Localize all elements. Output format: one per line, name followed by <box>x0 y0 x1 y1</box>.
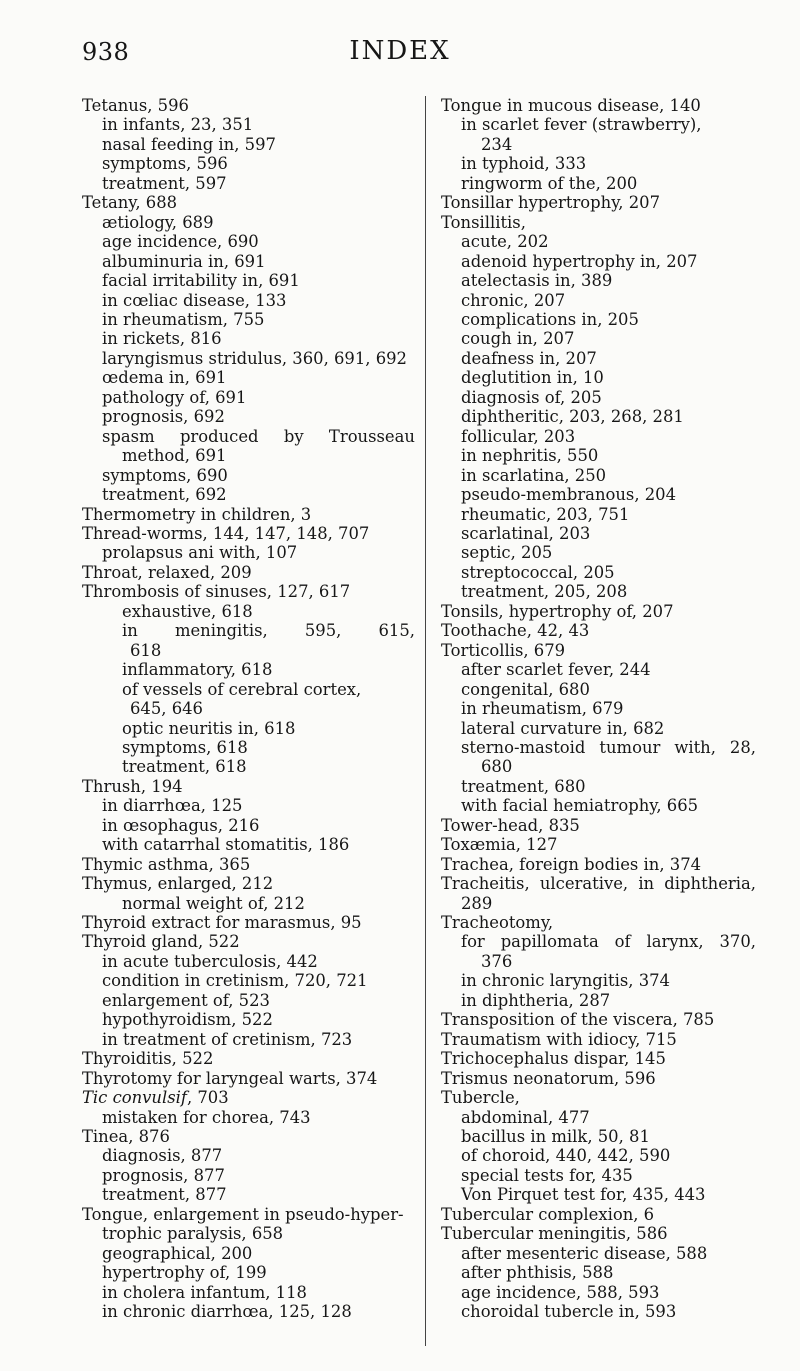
index-entry: in cholera infantum, 118 <box>102 1282 307 1302</box>
index-entry: Tubercular meningitis, 586 <box>441 1224 668 1244</box>
index-entry: in typhoid, 333 <box>461 154 587 174</box>
index-column-left <box>82 96 415 1322</box>
index-entry: symptoms, 690 <box>102 465 228 485</box>
index-entry: adenoid hypertrophy in, 207 <box>461 251 698 271</box>
index-entry: 289 <box>461 893 493 913</box>
index-entry: rheumatic, 203, 751 <box>461 504 630 524</box>
index-entry: Tracheitis, ulcerative, in diphtheria, <box>441 874 756 894</box>
index-entry: after scarlet fever, 244 <box>461 660 651 680</box>
index-entry: Thyrotomy for laryngeal warts, 374 <box>82 1068 378 1088</box>
page-title: INDEX <box>349 36 451 66</box>
index-entry: atelectasis in, 389 <box>461 271 613 291</box>
index-entry: œdema in, 691 <box>102 368 227 388</box>
index-entry: after mesenteric disease, 588 <box>461 1243 708 1263</box>
index-entry: spasm produced by Trousseau <box>102 426 415 446</box>
index-entry: in chronic laryngitis, 374 <box>461 971 670 991</box>
index-entry: facial irritability in, 691 <box>102 271 300 291</box>
index-entry: Thyroiditis, 522 <box>82 1049 214 1069</box>
index-entry: hypertrophy of, 199 <box>102 1263 267 1283</box>
index-entry: complications in, 205 <box>461 309 639 329</box>
index-entry: in rickets, 816 <box>102 329 222 349</box>
index-entry: treatment, 692 <box>102 485 227 505</box>
index-entry: in meningitis, 595, 615, <box>122 621 415 641</box>
index-entry: special tests for, 435 <box>461 1165 633 1185</box>
index-entry: 376 <box>481 951 513 971</box>
index-entry: inflammatory, 618 <box>122 660 273 680</box>
index-entry: sterno-mastoid tumour with, 28, <box>461 737 756 757</box>
index-entry: enlargement of, 523 <box>102 990 270 1010</box>
index-entry: laryngismus stridulus, 360, 691, 692 <box>102 348 407 368</box>
index-entry: Trismus neonatorum, 596 <box>441 1068 656 1088</box>
index-entry: treatment, 618 <box>122 757 247 777</box>
index-entry: in infants, 23, 351 <box>102 115 254 135</box>
index-entry: Trichocephalus dispar, 145 <box>441 1049 666 1069</box>
index-entry: Thrush, 194 <box>82 776 183 796</box>
index-entry: Traumatism with idiocy, 715 <box>441 1029 677 1049</box>
index-entry: congenital, 680 <box>461 679 590 699</box>
index-entry: condition in cretinism, 720, 721 <box>102 971 368 991</box>
index-entry: Tongue in mucous disease, 140 <box>441 96 701 115</box>
index-entry: in scarlet fever (strawberry), <box>461 115 702 135</box>
index-entry: Thymus, enlarged, 212 <box>82 874 274 894</box>
index-entry: Tinea, 876 <box>82 1127 170 1147</box>
index-entry: in cœliac disease, 133 <box>102 290 287 310</box>
index-entry: bacillus in milk, 50, 81 <box>461 1127 650 1147</box>
index-entry: deglutition in, 10 <box>461 368 604 388</box>
index-entry: symptoms, 596 <box>102 154 228 174</box>
index-entry: trophic paralysis, 658 <box>102 1224 284 1244</box>
index-entry: Tetanus, 596 <box>82 96 189 115</box>
index-entry: deafness in, 207 <box>461 348 597 368</box>
index-entry: diagnosis, 877 <box>102 1146 223 1166</box>
index-entry: in scarlatina, 250 <box>461 465 607 485</box>
index-entry: streptococcal, 205 <box>461 562 615 582</box>
index-entry: ætiology, 689 <box>102 212 214 232</box>
index-entry: in œsophagus, 216 <box>102 815 260 835</box>
index-entry: Thymic asthma, 365 <box>82 854 251 874</box>
column-divider <box>425 96 426 1346</box>
index-entry: Thyroid extract for marasmus, 95 <box>82 913 362 933</box>
index-entry: Tonsillitis, <box>441 212 526 232</box>
index-entry: follicular, 203 <box>461 426 576 446</box>
index-entry: in acute tuberculosis, 442 <box>102 951 318 971</box>
index-entry: Transposition of the viscera, 785 <box>441 1010 715 1030</box>
index-entry: pathology of, 691 <box>102 387 247 407</box>
index-entry: acute, 202 <box>461 232 549 252</box>
index-entry: age incidence, 588, 593 <box>461 1282 660 1302</box>
index-entry: Tubercle, <box>441 1088 520 1108</box>
page-number: 938 <box>82 38 130 66</box>
index-entry: treatment, 680 <box>461 776 586 796</box>
index-entry: choroidal tubercle in, 593 <box>461 1302 677 1322</box>
index-entry: after phthisis, 588 <box>461 1263 614 1283</box>
index-entry: in rheumatism, 679 <box>461 699 624 719</box>
index-entry: method, 691 <box>122 446 227 466</box>
index-entry: in diarrhœa, 125 <box>102 796 243 816</box>
index-entry: Toxæmia, 127 <box>441 835 558 855</box>
index-entry: Torticollis, 679 <box>441 640 566 660</box>
index-entry: in treatment of cretinism, 723 <box>102 1029 353 1049</box>
index-entry: pseudo-membranous, 204 <box>461 485 677 505</box>
index-entry: Tetany, 688 <box>82 193 178 213</box>
index-entry: diphtheritic, 203, 268, 281 <box>461 407 684 427</box>
index-entry: ringworm of the, 200 <box>461 173 638 193</box>
index-entry: treatment, 597 <box>102 173 227 193</box>
index-entry: Thyroid gland, 522 <box>82 932 240 952</box>
index-entry: exhaustive, 618 <box>122 601 253 621</box>
index-column-right <box>441 96 756 1322</box>
index-entry: 618 <box>130 640 162 660</box>
index-entry: Toothache, 42, 43 <box>441 621 590 641</box>
index-entry: Von Pirquet test for, 435, 443 <box>461 1185 706 1205</box>
index-entry: with catarrhal stomatitis, 186 <box>102 835 350 855</box>
index-entry: Thread-worms, 144, 147, 148, 707 <box>82 523 370 543</box>
index-entry: Throat, relaxed, 209 <box>82 562 252 582</box>
index-entry: treatment, 205, 208 <box>461 582 628 602</box>
index-entry: Trachea, foreign bodies in, 374 <box>441 854 702 874</box>
index-entry: prognosis, 877 <box>102 1165 225 1185</box>
index-entry: Tongue, enlargement in pseudo-hyper- <box>82 1204 404 1224</box>
index-entry: treatment, 877 <box>102 1185 227 1205</box>
index-entry: age incidence, 690 <box>102 232 259 252</box>
index-entry: Tonsils, hypertrophy of, 207 <box>441 601 674 621</box>
index-entry: albuminuria in, 691 <box>102 251 266 271</box>
index-entry: mistaken for chorea, 743 <box>102 1107 311 1127</box>
index-entry: 680 <box>481 757 513 777</box>
index-entry: nasal feeding in, 597 <box>102 134 276 154</box>
index-entry: Thrombosis of sinuses, 127, 617 <box>82 582 351 602</box>
index-entry: in nephritis, 550 <box>461 446 599 466</box>
index-entry: chronic, 207 <box>461 290 566 310</box>
index-entry: scarlatinal, 203 <box>461 523 591 543</box>
index-entry: diagnosis of, 205 <box>461 387 602 407</box>
index-entry: in chronic diarrhœa, 125, 128 <box>102 1302 352 1322</box>
index-entry: Tracheotomy, <box>441 913 554 933</box>
index-entry: cough in, 207 <box>461 329 575 349</box>
index-entry: of vessels of cerebral cortex, <box>122 679 362 699</box>
index-entry: Thermometry in children, 3 <box>82 504 312 524</box>
index-entry: lateral curvature in, 682 <box>461 718 665 738</box>
index-entry: prognosis, 692 <box>102 407 225 427</box>
index-entry: 234 <box>481 134 513 154</box>
index-entry: of choroid, 440, 442, 590 <box>461 1146 671 1166</box>
index-entry: 645, 646 <box>130 699 203 719</box>
index-entry: Tubercular complexion, 6 <box>441 1204 655 1224</box>
index-entry: optic neuritis in, 618 <box>122 718 296 738</box>
index-entry: Tic convulsif, 703 <box>82 1088 229 1108</box>
index-entry: prolapsus ani with, 107 <box>102 543 298 563</box>
index-entry: geographical, 200 <box>102 1243 253 1263</box>
index-entry: Tower-head, 835 <box>441 815 580 835</box>
index-entry: septic, 205 <box>461 543 553 563</box>
index-entry: normal weight of, 212 <box>122 893 305 913</box>
index-entry: abdominal, 477 <box>461 1107 590 1127</box>
index-entry: with facial hemiatrophy, 665 <box>461 796 699 816</box>
index-entry: symptoms, 618 <box>122 737 248 757</box>
index-entry: hypothyroidism, 522 <box>102 1010 273 1030</box>
index-entry: for papillomata of larynx, 370, <box>461 932 756 952</box>
index-entry: in diphtheria, 287 <box>461 990 611 1010</box>
index-entry: Tonsillar hypertrophy, 207 <box>441 193 661 213</box>
index-entry: in rheumatism, 755 <box>102 309 265 329</box>
